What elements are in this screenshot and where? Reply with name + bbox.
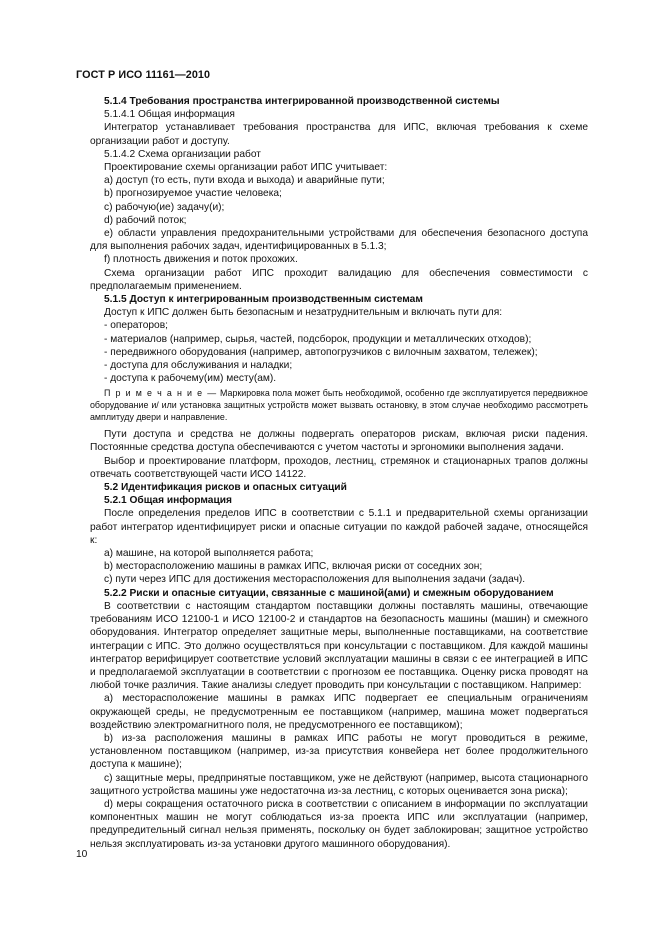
note-text: Маркировка пола может быть необходимой, особенно где эксплуатируется передвижное оборудование и/ или установка защитных устройств может вызвать остановку, в этом случае необходимо рассмотреть амплитуду двери и направление.	[90, 388, 588, 422]
list-item: b) месторасположению машины в рамках ИПС, включая риски от соседних зон;	[104, 561, 483, 573]
section-heading: 5.1.5 Доступ к интегрированным производственным системам	[104, 294, 423, 306]
paragraph: c) защитные меры, предпринятые поставщиком, уже не действуют (например, высота стационарного защитного устройства машины уже недостаточна из-за лестниц, с которых оценивается зона риска);	[90, 772, 588, 797]
paragraph: Выбор и проектирование платформ, проходов, лестниц, стремянок и стационарных трапов должны отвечать соответствующей части ИСО 14122.	[90, 455, 588, 480]
section-heading: 5.2.2 Риски и опасные ситуации, связанные с машиной(ами) и смежным оборудованием	[104, 587, 554, 599]
list-item: a) машине, на которой выполняется работа;	[104, 548, 314, 560]
document-header: ГОСТ Р ИСО 11161—2010	[76, 69, 211, 81]
list-item: - материалов (например, сырья, частей, подсборок, продукции и металлических отходов);	[104, 333, 532, 345]
paragraph: a) месторасположение машины в рамках ИПС подвергает ее специальным ограничениям окружающей среды, не предусмотренным ее поставщиком (например, машина может подвергаться воздействию электромагнитного поля, не предусмотренного ее поставщиком);	[90, 693, 588, 731]
list-item: c) пути через ИПС для достижения месторасположения для выполнения задачи (задач).	[104, 574, 526, 586]
list-item: d) рабочий поток;	[104, 214, 187, 226]
list-item: - доступа к рабочему(им) месту(ам).	[104, 373, 277, 385]
paragraph: b) из-за расположения машины в рамках ИПС работы не могут проводиться в режиме, установленном поставщиком (например, из-за присутствия конвейера нет более продолжительного доступа к машине);	[90, 732, 588, 771]
list-item: b) прогнозируемое участие человека;	[104, 188, 282, 200]
list-item: 5.1.4.2 Схема организации работ	[104, 148, 261, 160]
paragraph: Схема организации работ ИПС проходит валидацию для обеспечения совместимости с предполагаемым применением.	[90, 267, 588, 292]
paragraph: Интегратор устанавливает требования пространства для ИПС, включая требования к схеме организации работ и доступу.	[90, 122, 588, 147]
list-item: a) доступ (то есть, пути входа и выхода) и аварийные пути;	[104, 175, 385, 187]
page-number: 10	[76, 849, 88, 860]
list-item: f) плотность движения и поток прохожих.	[104, 254, 298, 266]
list-item: - операторов;	[104, 320, 168, 332]
paragraph: После определения пределов ИПС в соответствии с 5.1.1 и предварительной схемы организации работ интегратор идентифицирует риски и опасные ситуации по каждой рабочей задаче, относящейся к:	[90, 508, 588, 546]
document-body	[90, 95, 588, 851]
note-label: П р и м е ч а н и е —	[104, 388, 218, 399]
list-item: c) рабочую(ие) задачу(и);	[104, 201, 225, 213]
paragraph: e) области управления предохранительными устройствами для обеспечения безопасного доступа для выполнения рабочих задач, идентифицированных в 5.1.3;	[90, 228, 588, 253]
paragraph: Проектирование схемы организации работ ИПС учитывает:	[104, 162, 388, 174]
list-item: 5.1.4.1 Общая информация	[104, 109, 235, 121]
paragraph: Пути доступа и средства не должны подвергать операторов рискам, включая риски падения. Постоянные средства доступа обеспечиваются с учетом частоты и эргономики выполнения задачи.	[90, 429, 588, 454]
list-item: - передвижного оборудования (например, автопогрузчиков с вилочным захватом, тележек);	[104, 346, 538, 358]
list-item: - доступа для обслуживания и наладки;	[104, 360, 293, 372]
paragraph: d) меры сокращения остаточного риска в соответствии с описанием в информации по эксплуатации компонентных машин не могут соблюдаться из-за проекта ИПС или эксплуатации (например, предупредительный сигнал нельзя применять, поскольку он будет заблокирован; защитное устройство нельзя эксплуатировать из-за установки другого машинного оборудования).	[90, 798, 588, 850]
paragraph: Доступ к ИПС должен быть безопасным и незатруднительным и включать пути для:	[104, 307, 503, 319]
section-heading: 5.2.1 Общая информация	[104, 495, 232, 507]
section-heading: 5.2 Идентификация рисков и опасных ситуаций	[104, 482, 347, 494]
paragraph: В соответствии с настоящим стандартом поставщики должны поставлять машины, отвечающие требованиям ИСО 12100-1 и ИСО 12100-2 и стандартов на безопасность машины (машин) и смежного оборудования. Интегратор определяет защитные меры, выполненные поставщиками, на соответствие интеграции с ИПС. Это должно осуществляться при консультации с поставщиком. Для каждой машины интегратор верифицирует соответствие условий эксплуатации машины в связи с ее интеграцией в ИПС и предполагаемой эксплуатации в соответствии с прогнозом ее поставщика. Оценку риска проводят на любой точке различия. Такие анализы следует проводить при консультации с поставщиком. Например:	[90, 600, 588, 692]
note-paragraph	[90, 388, 588, 423]
section-heading: 5.1.4 Требования пространства интегрированной производственной системы	[104, 96, 500, 107]
